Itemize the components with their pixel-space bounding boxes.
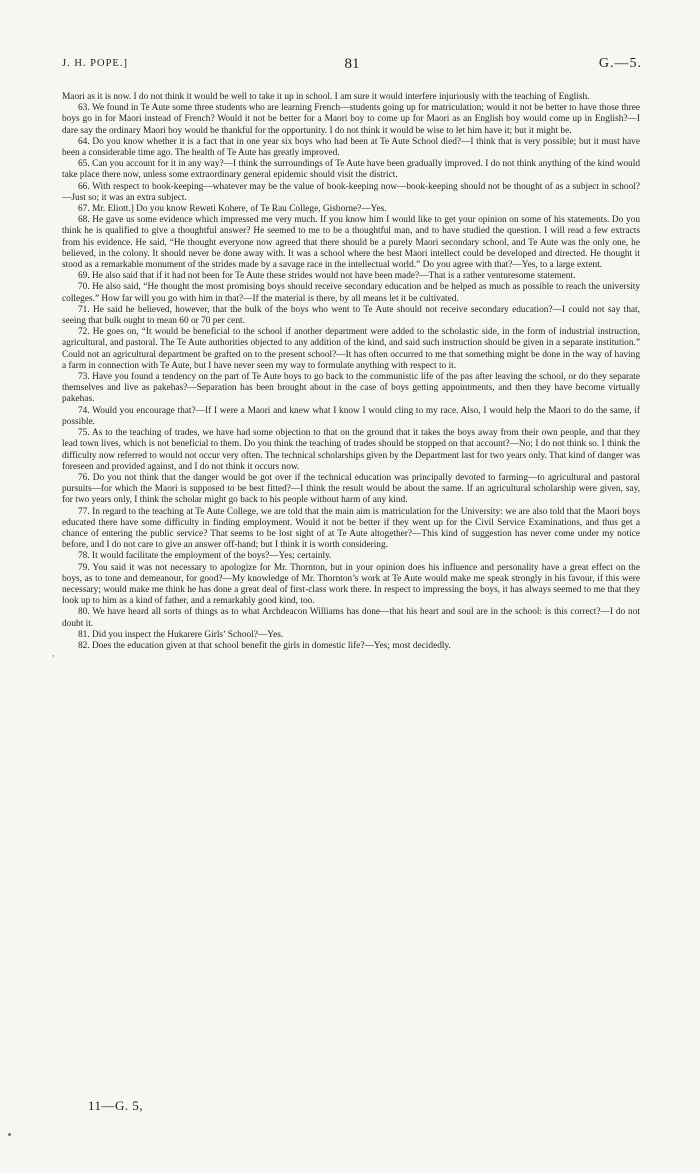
page-number: 81 xyxy=(344,56,360,72)
paragraph: 70. He also said, “He thought the most promising boys should receive secondary education and be helped as much as possible to reach the university colleges.” How far will you go with him in that?—If the material is there, by all means let it be cultivated. xyxy=(62,282,640,304)
paragraph: 64. Do you know whether it is a fact that in one year six boys who had been at Te Aute School died?—I think that is very possible; but it must have been a considerable time ago. The health of Te Aute has greatly improved. xyxy=(62,136,640,159)
page-header xyxy=(62,56,642,78)
paragraph: 67. Mr. Eliott.] Do you know Reweti Kohere, of Te Rau College, Gisborne?—Yes. xyxy=(78,204,387,215)
paragraph: 75. As to the teaching of trades, we have had some objection to that on the ground that it takes the boys away from their own people, and that they lead town lives, which is not beneficial to them. Do you think the teaching of trades should be stopped on that account?—No; I do not think so. I think the difficulty now referred to would not occur very often. The technical scholarships given by the Department last for two years only. That kind of danger was foreseen and provided against, and I do not think it occurs now. xyxy=(62,428,640,472)
paragraph: 71. He said he believed, however, that the bulk of the boys who went to Te Aute should not receive secondary education?—I could not say that, seeing that bulk ought to mean 60 or 70 per cent. xyxy=(62,304,640,327)
paragraph: 69. He also said that if it had not been for Te Aute these strides would not have been made?—That is a rather venturesome statement. xyxy=(78,271,576,282)
evidence-text xyxy=(62,92,640,652)
paragraph: 76. Do you not think that the danger would be got over if the technical education was principally devoted to farming—to agricultural and pastoral pursuits—for which the Maori is supposed to be best fitted?—I think the result would be about the same. If an agricultural scholarship were given, say, for two years only, I think the scholar might go back to his people without harm of any kind. xyxy=(62,472,640,506)
paragraph: 78. It would facilitate the employment of the boys?—Yes; certainly. xyxy=(78,551,332,562)
paragraph: 81. Did you inspect the Hukarere Girls’ School?—Yes. xyxy=(78,629,284,640)
signature-mark: 11—G. 5, xyxy=(88,1098,144,1113)
paragraph: 77. In regard to the teaching at Te Aute College, we are told that the main aim is matriculation for the University: we are also told that the Maori boys educated there have some difficulty in finding employment. Would it not be better if they went up for the Civil Service Examinations, and thus get a chance of entering the public service? That seems to be lost sight of at Te Aute altogether?—This kind of suggestion has never come under my notice before, and I do not care to give an answer off-hand; but I think it is worth considering. xyxy=(62,506,640,551)
paragraph: 72. He goes on, “It would be beneficial to the school if another department were added to the scholastic side, in the form of industrial instruction, agricultural, and pastoral. The Te Aute authorities objected to any addition of the kind, and said such instruction should be given in a separate institution.” Could not an agricultural department be grafted on to the present school?—It has often occurred to me that something might be done in the way of having a farm in connection with Te Aute, but I have never seen my way to formulate anything with respect to it. xyxy=(62,327,640,371)
paragraph: 65. Can you account for it in any way?—I think the surroundings of Te Aute have been gradually improved. I do not think anything of the kind would take place there now, unless some extraordinary general epidemic should visit the district. xyxy=(62,159,640,181)
paragraph: 63. We found in Te Aute some three students who are learning French—students going up for matriculation; would it not be better to have those three boys go in for Maori instead of French? Would it not be better for a Maori boy to come up for Maori as an English boy would come up in English?—I dare say the ordinary Maori boy would be thankful for the opportunity. I do not think it would be wise to let him have it; but it might be. xyxy=(62,103,640,136)
paragraph: Maori as it is now. I do not think it would be well to take it up in school. I am sure it would interfere injuriously with the teaching of English. xyxy=(62,92,590,102)
header-author: J. H. POPE.] xyxy=(62,58,128,69)
paragraph: 68. He gave us some evidence which impressed me very much. If you know him I would like to get your opinion on some of his statements. Do you think he is qualified to give a thoughtful answer? He seemed to me to be a thoughtful man, and to have studied the question. I will read a few extracts from his evidence. He said, “He thought everyone now agreed that there should be a purely Maori secondary school, and Te Aute was the only one, he believed, in the colony. It should never be done away with. It was a school where the best Maori intellect could be developed and directed. He thought it stood as a remarkable monument of the strides made by a savage race in the intellectual world.” Do you agree with that?—Yes, to a large extent. xyxy=(62,215,640,271)
paragraph: 74. Would you encourage that?—If I were a Maori and knew what I know I would cling to my race. Also, I would help the Maori to do the same, if possible. xyxy=(62,405,640,427)
header-document-code: G.—5. xyxy=(598,56,642,71)
paragraph: 79. You said it was not necessary to apologize for Mr. Thornton, but in your opinion does his influence and personality have a great effect on the boys, as to tone and demeanour, for good?—My knowledge of Mr. Thornton’s work at Te Aute would make me speak strongly in his favour, if this were necessary; would make me think he has done a great deal of first-class work there. In respect to impressing the boys, it has always seemed to me that they look up to him as a kind of father, and a remarkably good kind, too. xyxy=(62,562,640,607)
margin-dot xyxy=(8,1133,11,1136)
paragraph: 66. With respect to book-keeping—whatever may be the value of book-keeping now—book-keeping should not be thought of as a subject in school?—Just so; it was an extra subject. xyxy=(62,181,640,203)
margin-mark: , xyxy=(52,648,55,659)
paragraph: 82. Does the education given at that school benefit the girls in domestic life?—Yes; most decidedly. xyxy=(78,640,451,651)
paragraph: 73. Have you found a tendency on the part of Te Aute boys to go back to the communistic life of the pas after leaving the school, or do they separate themselves and live as pakehas?—Separation has been brought about in the case of boys getting appointments, and then they have become virtually pakehas. xyxy=(62,372,640,405)
paragraph: 80. We have heard all sorts of things as to what Archdeacon Williams has done—that his heart and soul are in the school: is this correct?—I do not doubt it. xyxy=(62,607,640,629)
